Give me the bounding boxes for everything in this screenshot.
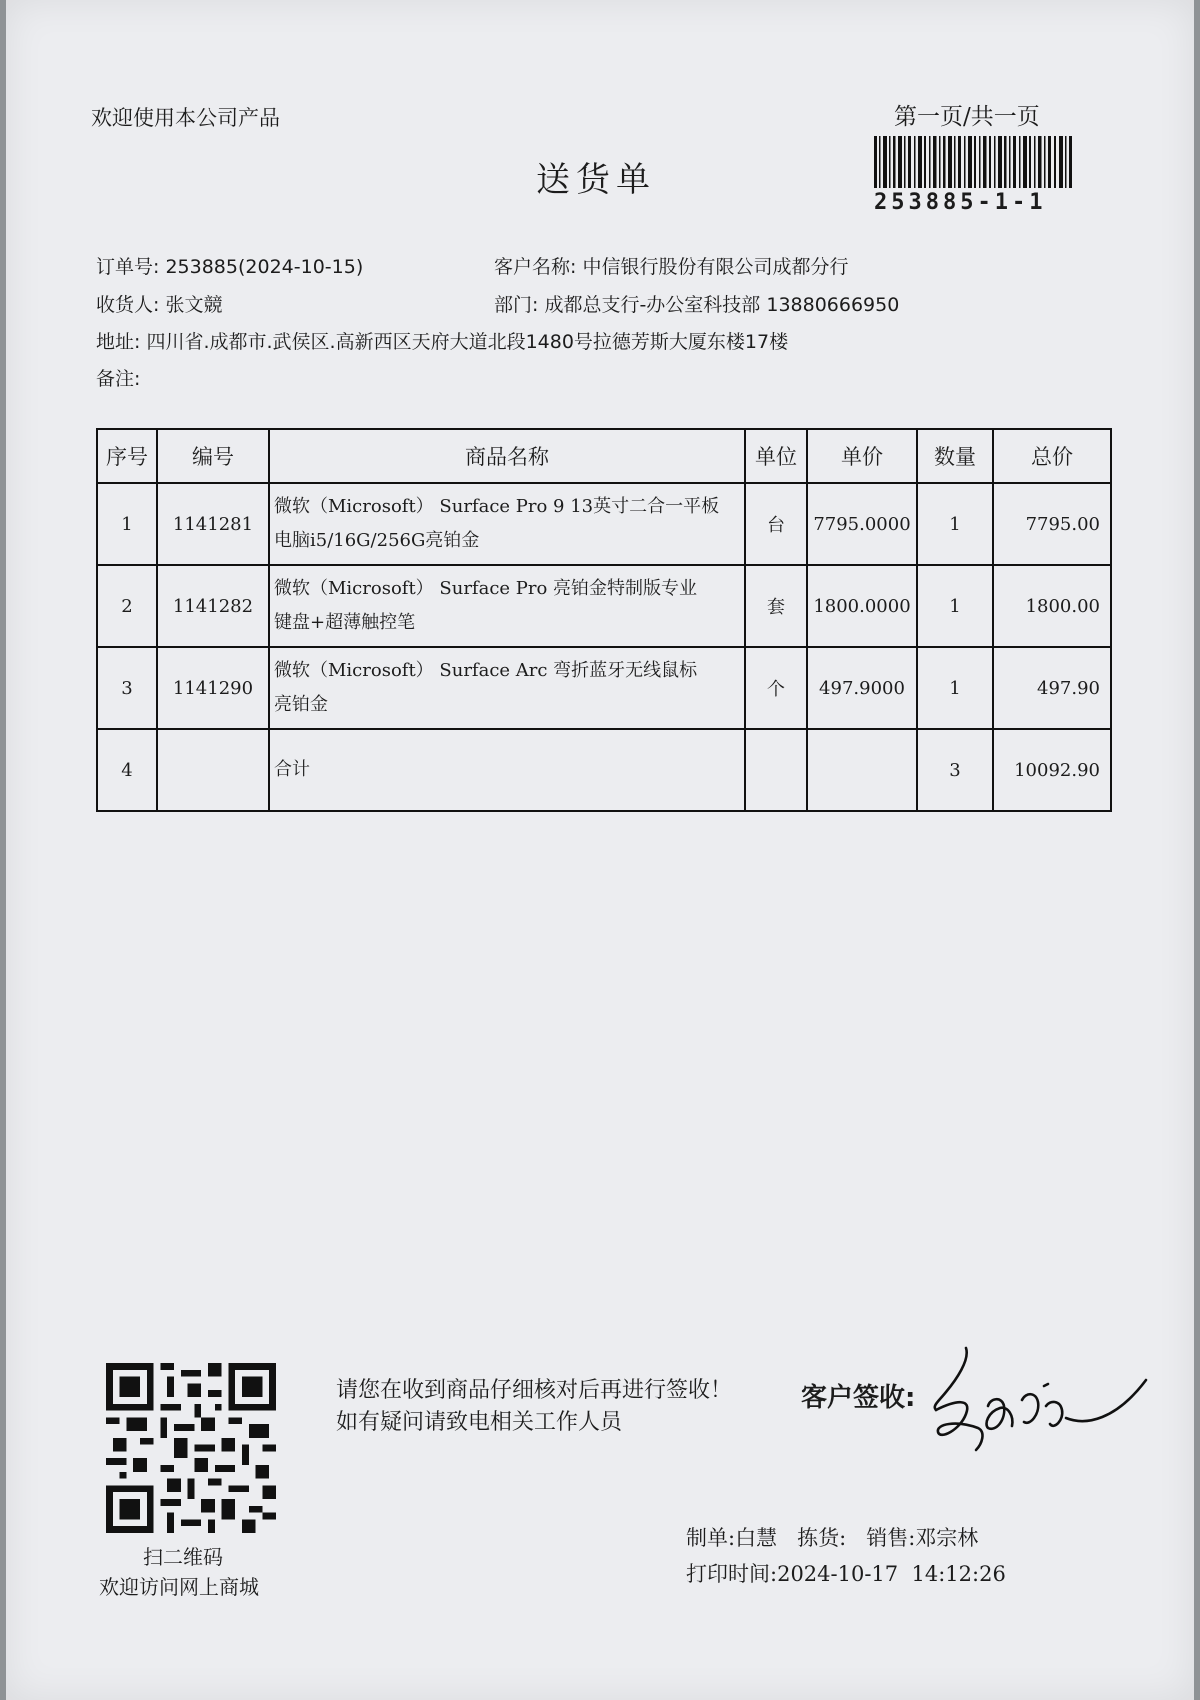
customer-sign-label: 客户签收:: [801, 1383, 916, 1413]
cell-name-line2: 键盘+超薄触控笔: [274, 612, 416, 633]
table-row: [97, 647, 1111, 729]
qr-caption-scan: 扫二维码: [143, 1545, 223, 1569]
delivery-note-sheet: [6, 0, 1194, 1700]
col-header-seq: 序号: [97, 429, 157, 483]
cell-qty: 1: [917, 647, 993, 729]
page-info: 第一页/共一页: [894, 104, 1040, 130]
cell-code: 1141281: [157, 483, 269, 565]
cell-qty: 1: [917, 483, 993, 565]
document-title: 送货单: [536, 160, 656, 200]
cell-total: 497.90: [993, 647, 1111, 729]
remark-field: [96, 364, 140, 391]
col-header-code: 编号: [157, 429, 269, 483]
table-row: [97, 483, 1111, 565]
sales-text: 销售:邓宗林: [866, 1526, 979, 1550]
order-no-value: 253885(2024-10-15): [165, 256, 364, 278]
cell-seq: 1: [97, 483, 157, 565]
footer-staff-line: [686, 1522, 978, 1552]
cell-code: [157, 729, 269, 811]
cell-name: [269, 565, 745, 647]
notice-text: 请您在收到商品仔细核对后再进行签收！如有疑问请致电相关工作人员: [336, 1378, 733, 1435]
cell-seq: 3: [97, 647, 157, 729]
maker-text: 制单:白慧: [686, 1526, 778, 1550]
receiver-label: 收货人:: [96, 294, 160, 316]
cell-price: 7795.0000: [807, 483, 917, 565]
cell-name-line1: 微软（Microsoft） Surface Arc 弯折蓝牙无线鼠标: [274, 660, 698, 681]
col-header-total: 总价: [993, 429, 1111, 483]
signature-icon: [926, 1340, 1166, 1470]
receiver-field: [96, 290, 222, 317]
welcome-text: 欢迎使用本公司产品: [91, 106, 280, 130]
cell-price: 497.9000: [807, 647, 917, 729]
cell-name-line2: 电脑i5/16G/256G亮铂金: [274, 530, 480, 551]
order-no-label: 订单号:: [96, 256, 160, 278]
cell-price: [807, 729, 917, 811]
col-header-unit: 单位: [745, 429, 807, 483]
cell-name-line1: 微软（Microsoft） Surface Pro 亮铂金特制版专业: [274, 578, 698, 599]
cell-unit: 个: [745, 647, 807, 729]
cell-seq: 2: [97, 565, 157, 647]
qr-caption-visit: 欢迎访问网上商城: [99, 1575, 259, 1599]
qr-code-icon: [106, 1363, 276, 1533]
cell-total: 7795.00: [993, 483, 1111, 565]
cell-name-line1: 合计: [274, 759, 310, 780]
barcode-icon: [874, 136, 1074, 188]
customer-value: 中信银行股份有限公司成都分行: [582, 256, 849, 278]
cell-unit: [745, 729, 807, 811]
table-row: [97, 565, 1111, 647]
cell-price: 1800.0000: [807, 565, 917, 647]
remark-label: 备注:: [96, 368, 141, 390]
table-header-row: [97, 429, 1111, 483]
cell-code: 1141290: [157, 647, 269, 729]
cell-qty: 1: [917, 565, 993, 647]
customer-label: 客户名称:: [494, 256, 577, 278]
col-header-qty: 数量: [917, 429, 993, 483]
barcode-number: 253885-1-1: [874, 190, 1047, 215]
print-time-value: 2024-10-17 14:12:26: [777, 1562, 1006, 1586]
cell-name: [269, 647, 745, 729]
cell-name-line1: 微软（Microsoft） Surface Pro 9 13英寸二合一平板: [274, 496, 720, 517]
dept-field: [494, 290, 899, 317]
table-row-total: [97, 729, 1111, 811]
receiver-value: 张文競: [165, 294, 223, 316]
cell-qty: 3: [917, 729, 993, 811]
cell-name: [269, 729, 745, 811]
cell-code: 1141282: [157, 565, 269, 647]
address-value: 四川省.成都市.武侯区.高新西区天府大道北段1480号拉德芳斯大厦东楼17楼: [146, 331, 789, 353]
cell-name-line2: 亮铂金: [274, 694, 328, 715]
customer-field: [494, 252, 848, 279]
col-header-price: 单价: [807, 429, 917, 483]
address-field: [96, 327, 788, 354]
cell-total: 1800.00: [993, 565, 1111, 647]
cell-unit: 套: [745, 565, 807, 647]
footer-print-time: [686, 1558, 1006, 1588]
dept-value: 成都总支行-办公室科技部 13880666950: [544, 294, 900, 316]
cell-seq: 4: [97, 729, 157, 811]
cell-name: [269, 483, 745, 565]
dept-label: 部门:: [494, 294, 539, 316]
picker-text: 拣货:: [797, 1526, 847, 1550]
col-header-name: 商品名称: [269, 429, 745, 483]
address-label: 地址:: [96, 331, 141, 353]
cell-total: 10092.90: [993, 729, 1111, 811]
order-no-field: [96, 252, 363, 279]
print-time-label: 打印时间:: [686, 1562, 778, 1586]
items-table: [96, 428, 1112, 812]
cell-unit: 台: [745, 483, 807, 565]
